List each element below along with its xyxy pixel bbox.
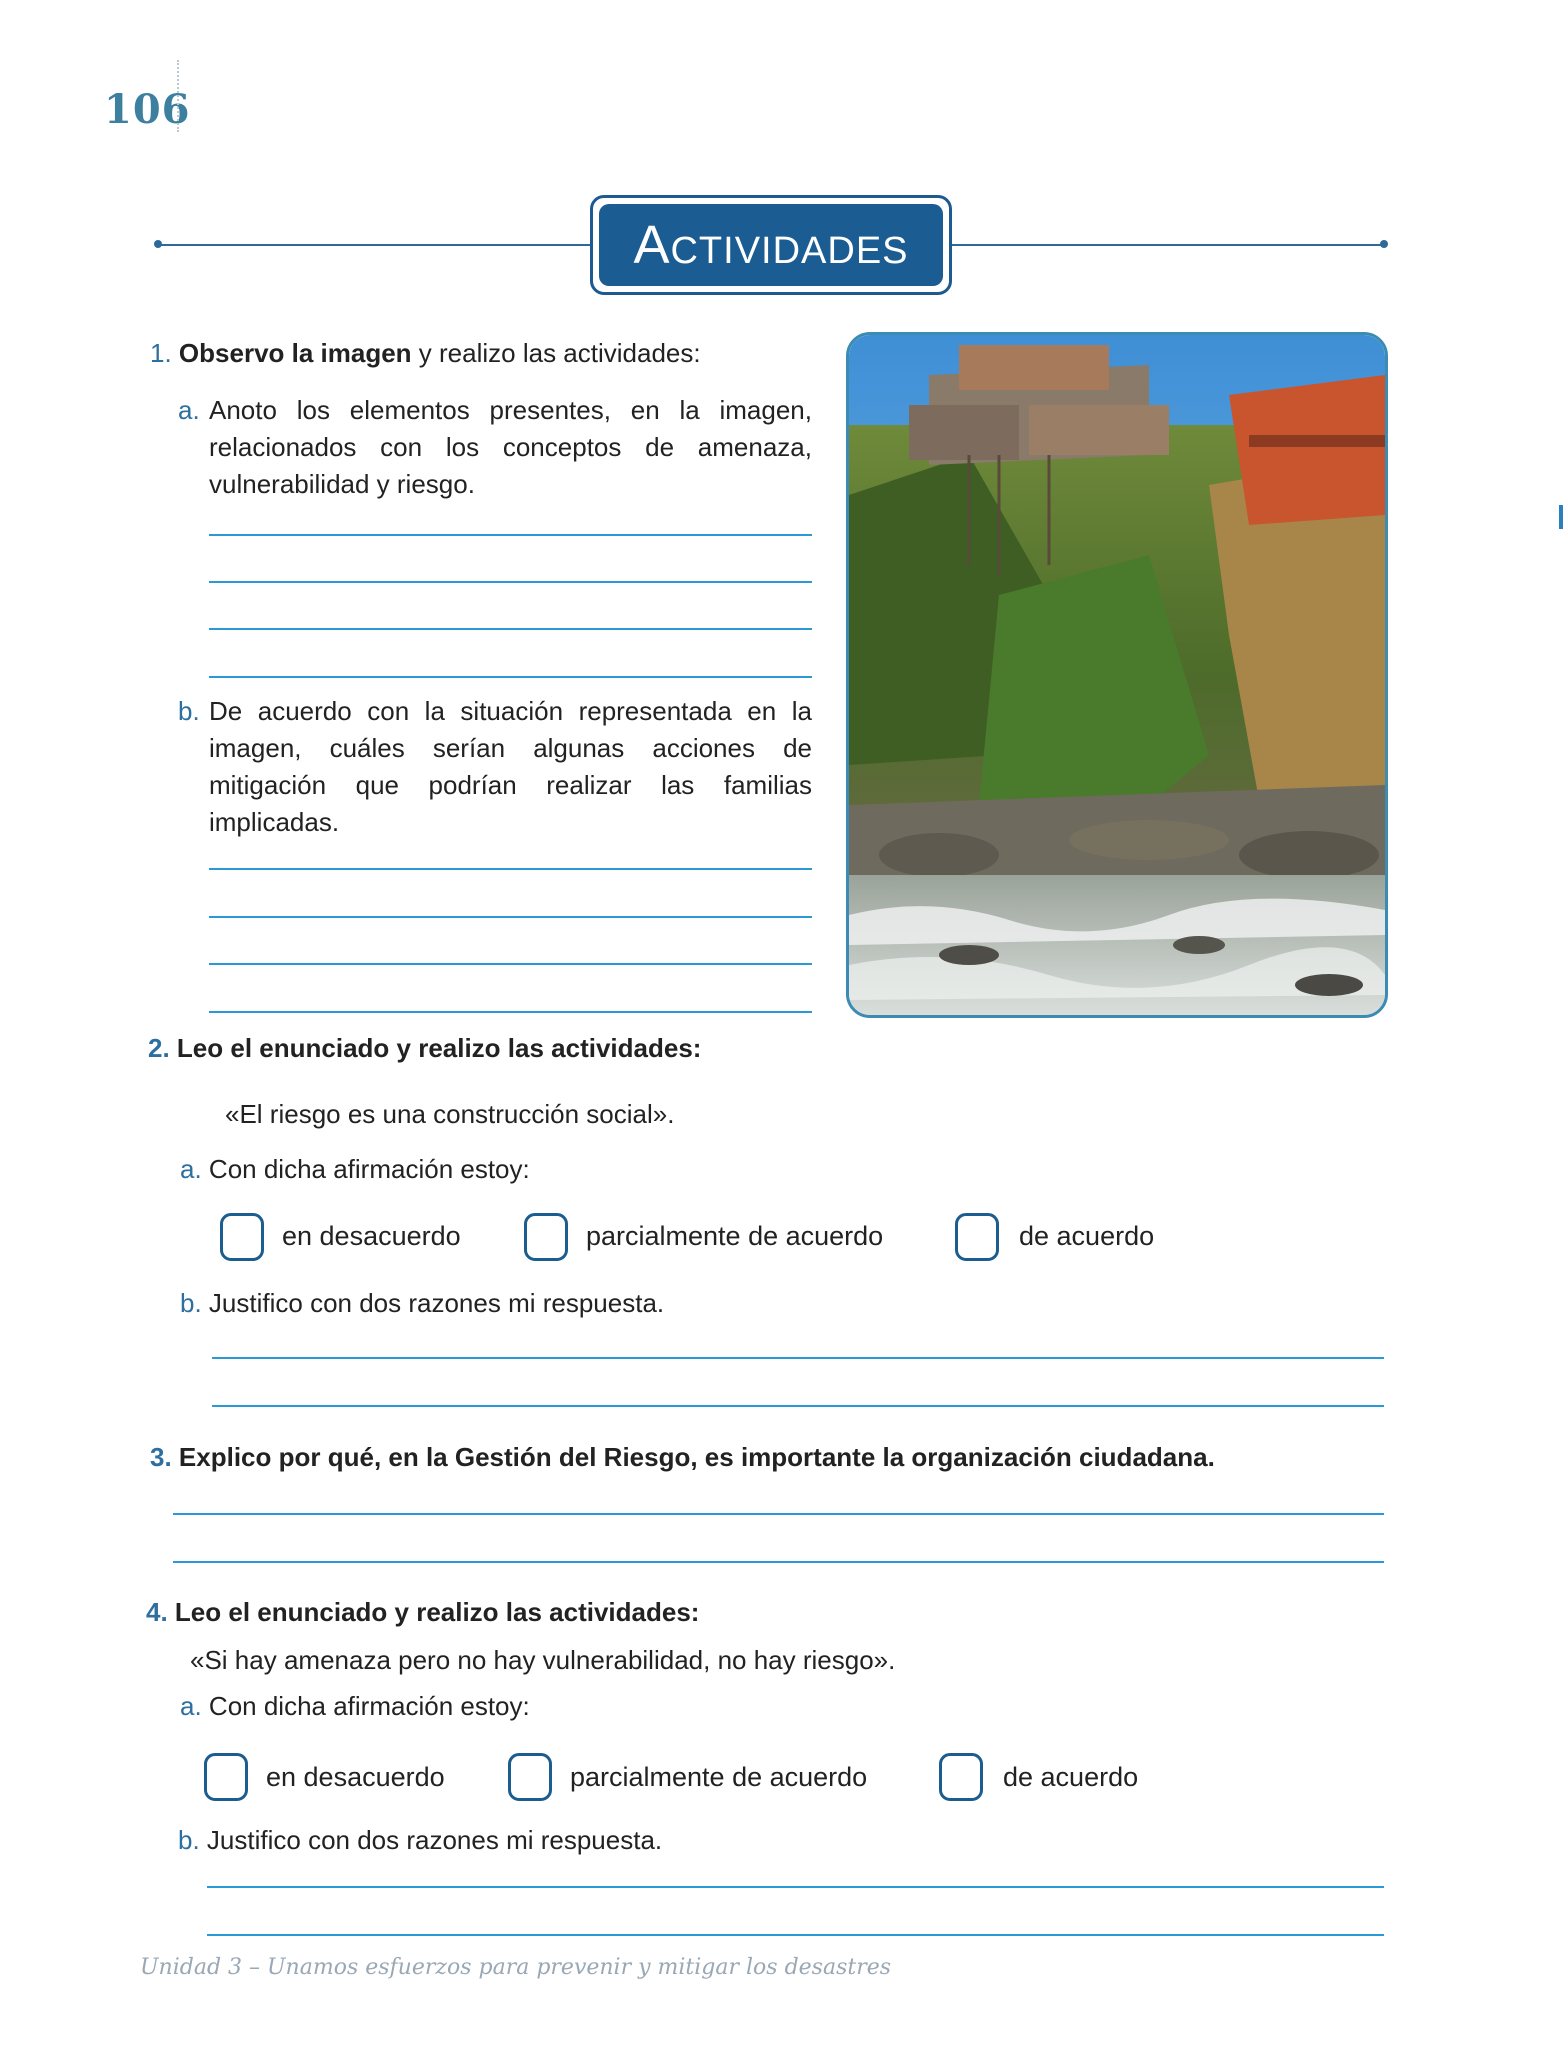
section-title-frame — [590, 195, 952, 295]
question-number: 1. — [150, 338, 172, 368]
page-number: 106 — [104, 86, 191, 133]
question-number: 2. — [148, 1033, 170, 1063]
checkbox-partially-agree-4[interactable] — [508, 1753, 552, 1801]
item-2a — [180, 1154, 530, 1185]
answer-line-4b-2[interactable] — [207, 1934, 1384, 1936]
title-line-left — [158, 244, 592, 246]
option-label-disagree-2: en desacuerdo — [282, 1221, 461, 1251]
checkbox-disagree-2[interactable] — [220, 1213, 264, 1261]
answer-line-1a-2[interactable] — [209, 581, 812, 583]
answer-line-1a-1[interactable] — [209, 534, 812, 536]
question-2 — [148, 1033, 701, 1064]
checkbox-disagree-4[interactable] — [204, 1753, 248, 1801]
answer-line-2b-1[interactable] — [212, 1357, 1384, 1359]
option-label-agree-4: de acuerdo — [1003, 1762, 1139, 1792]
question-3-text: Explico por qué, en la Gestión del Riesgo, es importante la organización ciudadana. — [178, 1442, 1215, 1472]
item-letter: b. — [180, 1288, 202, 1318]
page-number-divider — [177, 60, 179, 132]
section-title: Actividades — [633, 215, 909, 275]
question-1 — [150, 338, 701, 369]
answer-line-1b-3[interactable] — [209, 963, 812, 965]
question-2-text: Leo el enunciado y realizo las actividades: — [176, 1033, 702, 1063]
section-title-banner — [599, 204, 943, 286]
answer-line-1b-4[interactable] — [209, 1011, 812, 1013]
option-label-partially-agree-4: parcialmente de acuerdo — [570, 1762, 868, 1792]
edge-tab-mark — [1559, 505, 1563, 529]
question-number: 3. — [150, 1442, 172, 1472]
option-label-agree-2: de acuerdo — [1019, 1221, 1155, 1251]
item-2b-text: Justifico con dos razones mi respuesta. — [208, 1288, 665, 1318]
option-label-partially-agree-2: parcialmente de acuerdo — [586, 1221, 884, 1251]
item-4b — [178, 1825, 662, 1856]
item-2a-text: Con dicha afirmación estoy: — [208, 1154, 530, 1184]
item-1b-text: De acuerdo con la situación representada en la imagen, cuáles serían algunas acciones de mitigación que podrían realizar las familias implicadas. — [209, 696, 812, 837]
checkbox-partially-agree-2[interactable] — [524, 1213, 568, 1261]
item-4a — [180, 1691, 530, 1722]
item-letter: a. — [180, 1154, 202, 1184]
item-1b — [178, 693, 812, 841]
item-1a-text: Anoto los elementos presentes, en la imagen, relacionados con los conceptos de amenaza, vulnerabilidad y riesgo. — [209, 395, 812, 499]
title-line-right — [950, 244, 1382, 246]
item-letter: a. — [180, 1691, 202, 1721]
title-line-dot-right — [1380, 240, 1388, 248]
answer-line-4b-1[interactable] — [207, 1886, 1384, 1888]
checkbox-agree-2[interactable] — [955, 1213, 999, 1261]
question-4 — [146, 1597, 699, 1628]
question-4-text: Leo el enunciado y realizo las actividades: — [174, 1597, 700, 1627]
item-4a-text: Con dicha afirmación estoy: — [208, 1691, 530, 1721]
item-2b — [180, 1288, 664, 1319]
item-letter: b. — [178, 1825, 200, 1855]
question-1-rest: y realizo las actividades: — [411, 338, 701, 368]
item-1a — [178, 392, 812, 503]
hillside-houses-river-photo — [846, 332, 1388, 1018]
answer-line-1a-4[interactable] — [209, 676, 812, 678]
question-3 — [150, 1442, 1215, 1473]
answer-line-3-1[interactable] — [173, 1513, 1384, 1515]
answer-line-2b-2[interactable] — [212, 1405, 1384, 1407]
question-1-bold: Observo la imagen — [178, 338, 412, 368]
question-number: 4. — [146, 1597, 168, 1627]
item-4b-text: Justifico con dos razones mi respuesta. — [206, 1825, 663, 1855]
quote-4: «Si hay amenaza pero no hay vulnerabilidad, no hay riesgo». — [190, 1645, 896, 1675]
item-letter: a. — [178, 395, 200, 425]
answer-line-1a-3[interactable] — [209, 628, 812, 630]
answer-line-3-2[interactable] — [173, 1561, 1384, 1563]
page-footer: Unidad 3 – Unamos esfuerzos para prevenir y mitigar los desastres — [140, 1955, 892, 1980]
checkbox-agree-4[interactable] — [939, 1753, 983, 1801]
option-label-disagree-4: en desacuerdo — [266, 1762, 445, 1792]
answer-line-1b-2[interactable] — [209, 916, 812, 918]
quote-2: «El riesgo es una construcción social». — [225, 1099, 675, 1129]
item-letter: b. — [178, 696, 200, 726]
answer-line-1b-1[interactable] — [209, 868, 812, 870]
